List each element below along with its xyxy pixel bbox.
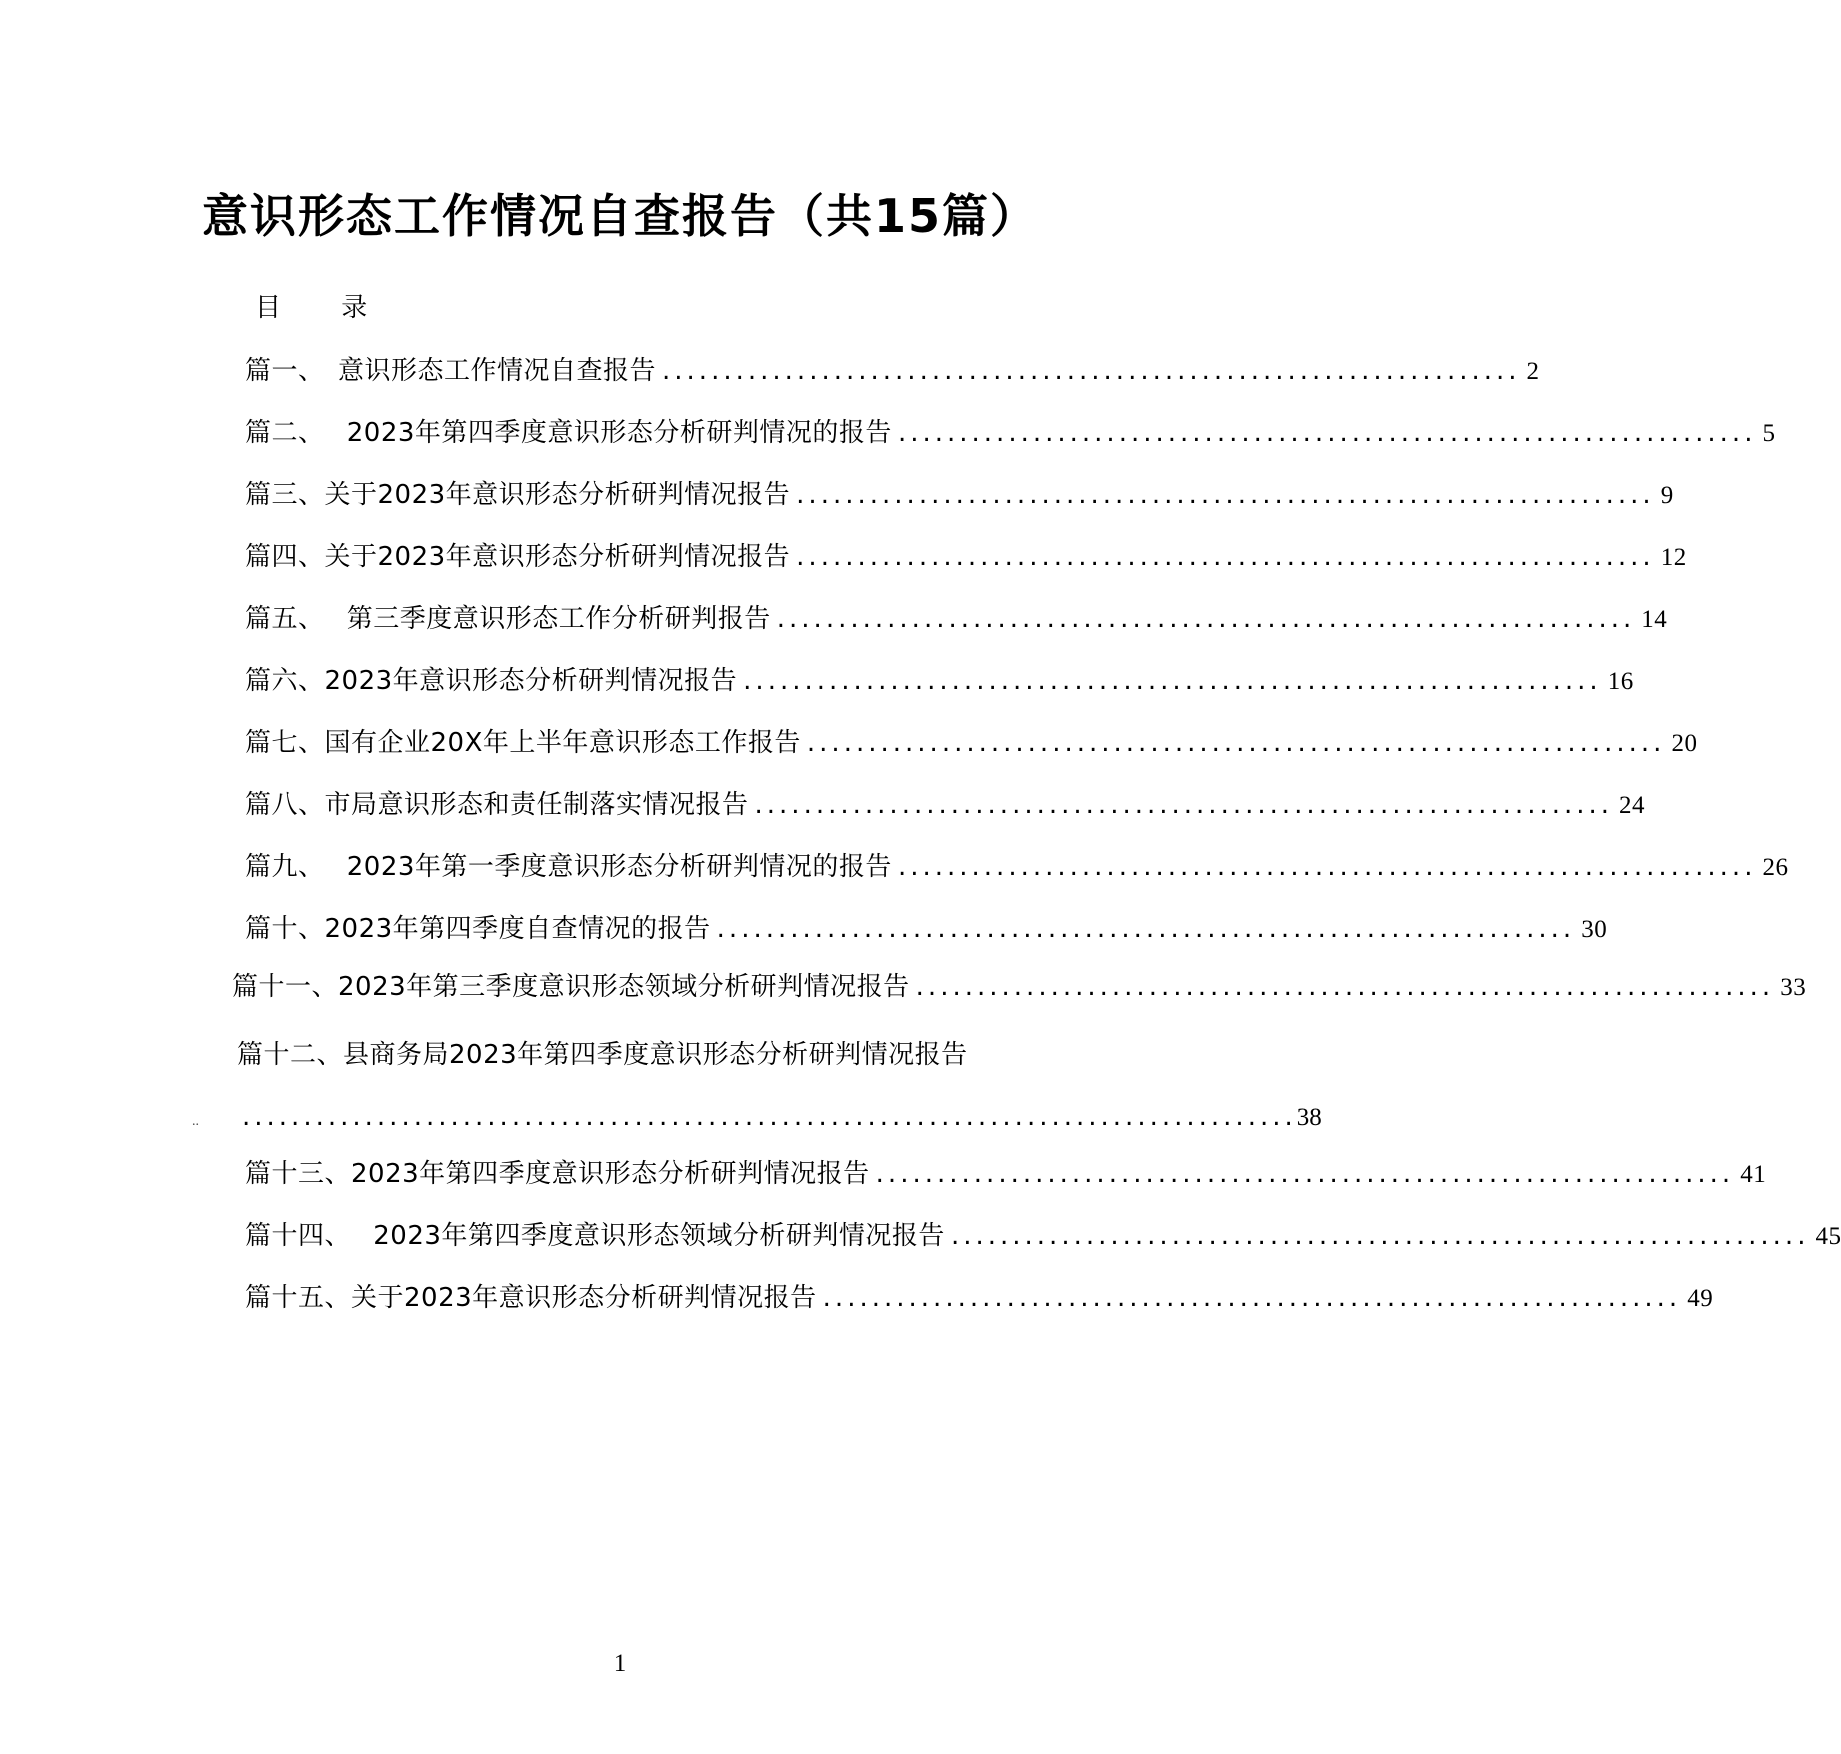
toc-entry-label: 篇十四、 2023年第四季度意识形态领域分析研判情况报告 <box>245 1221 945 1251</box>
toc-entry-10[interactable] <box>245 908 1608 948</box>
toc-entry-label: 篇十三、2023年第四季度意识形态分析研判情况报告 <box>245 1159 870 1189</box>
toc-leader-dots: ...................................................................... <box>796 480 1655 510</box>
toc-entry-label: 篇七、国有企业20X年上半年意识形态工作报告 <box>245 728 801 758</box>
toc-entry-3[interactable] <box>245 474 1674 514</box>
toc-leader-dots: ...................................................................... <box>716 914 1576 944</box>
toc-entry-2[interactable] <box>245 412 1776 452</box>
toc-entry-page: 9 <box>1660 482 1674 509</box>
toc-entry-8[interactable] <box>245 784 1646 824</box>
toc-entry-13[interactable] <box>245 1153 1767 1193</box>
toc-entry-11[interactable] <box>232 966 1807 1006</box>
toc-leader-dots: ...................................................................... <box>754 790 1614 820</box>
toc-entry-page: 33 <box>1780 974 1807 1001</box>
toc-entry-label: 篇十、2023年第四季度自查情况的报告 <box>245 914 711 944</box>
toc-entry-page: 24 <box>1619 792 1646 819</box>
toc-leader-dots: ...................................................................... <box>822 1283 1682 1313</box>
toc-entry-page: 49 <box>1687 1285 1714 1312</box>
toc-leader-dots: ...................................................................... <box>743 666 1602 696</box>
toc-entry-label: 篇六、2023年意识形态分析研判情况报告 <box>245 666 738 696</box>
toc-entry-label: 篇九、 2023年第一季度意识形态分析研判情况的报告 <box>245 852 892 882</box>
toc-heading: 目 录 <box>255 293 394 323</box>
toc-entry-1[interactable] <box>245 350 1540 390</box>
toc-leader-dots: ...................................................................... <box>776 604 1636 634</box>
toc-entry-12-continuation[interactable] <box>192 1102 1322 1142</box>
toc-leader-dots: ...................................................................... <box>897 418 1757 448</box>
toc-leader-dots: ...................................................................................... <box>242 1102 1297 1132</box>
toc-entry-6[interactable] <box>245 660 1634 700</box>
toc-entry-9[interactable] <box>245 846 1789 886</box>
toc-leader-dots: ...................................................................... <box>875 1159 1735 1189</box>
toc-entry-label: 篇二、 2023年第四季度意识形态分析研判情况的报告 <box>245 418 892 448</box>
toc-entry-label: 篇十二、县商务局2023年第四季度意识形态分析研判情况报告 <box>237 1040 968 1070</box>
toc-entry-12[interactable] <box>237 1034 1067 1074</box>
toc-entry-page: 26 <box>1762 854 1789 881</box>
toc-entry-label: 篇四、关于2023年意识形态分析研判情况报告 <box>245 542 791 572</box>
toc-leader-dots: ...................................................................... <box>796 542 1655 572</box>
toc-entry-page: 2 <box>1526 358 1540 385</box>
toc-entry-label: 篇三、关于2023年意识形态分析研判情况报告 <box>245 480 791 510</box>
toc-entry-label: 篇十一、2023年第三季度意识形态领域分析研判情况报告 <box>232 972 910 1002</box>
page-number: 1 <box>613 1650 627 1677</box>
toc-entry-14[interactable] <box>245 1215 1841 1255</box>
toc-entry-page: 38 <box>1296 1104 1322 1131</box>
toc-entry-page: 20 <box>1671 730 1698 757</box>
toc-entry-label: 篇五、 第三季度意识形态工作分析研判报告 <box>245 604 771 634</box>
toc-entry-page: 41 <box>1740 1161 1767 1188</box>
toc-entry-page: 45 <box>1815 1223 1841 1250</box>
toc-leader-dots: ...................................................................... <box>950 1221 1810 1251</box>
toc-leader-dots: ...................................................................... <box>915 972 1775 1002</box>
toc-entry-page: 14 <box>1641 606 1668 633</box>
toc-entry-label: 篇八、市局意识形态和责任制落实情况报告 <box>245 790 749 820</box>
toc-entry-4[interactable] <box>245 536 1687 576</box>
toc-leader-dots: ...................................................................... <box>897 852 1757 882</box>
toc-entry-7[interactable] <box>245 722 1698 762</box>
document-title: 意识形态工作情况自查报告（共15篇） <box>201 189 1038 243</box>
toc-entry-page: 30 <box>1581 916 1608 943</box>
toc-entry-page: 12 <box>1660 544 1687 571</box>
continuation-mark: .. <box>192 1114 199 1129</box>
toc-leader-dots: ...................................................................... <box>662 356 1521 386</box>
toc-entry-page: 5 <box>1762 420 1776 447</box>
toc-leader-dots: ...................................................................... <box>806 728 1666 758</box>
toc-entry-label: 篇一、 意识形态工作情况自查报告 <box>245 356 657 386</box>
toc-entry-page: 16 <box>1607 668 1634 695</box>
toc-entry-15[interactable] <box>245 1277 1714 1317</box>
toc-entry-5[interactable] <box>245 598 1668 638</box>
toc-entry-label: 篇十五、关于2023年意识形态分析研判情况报告 <box>245 1283 817 1313</box>
